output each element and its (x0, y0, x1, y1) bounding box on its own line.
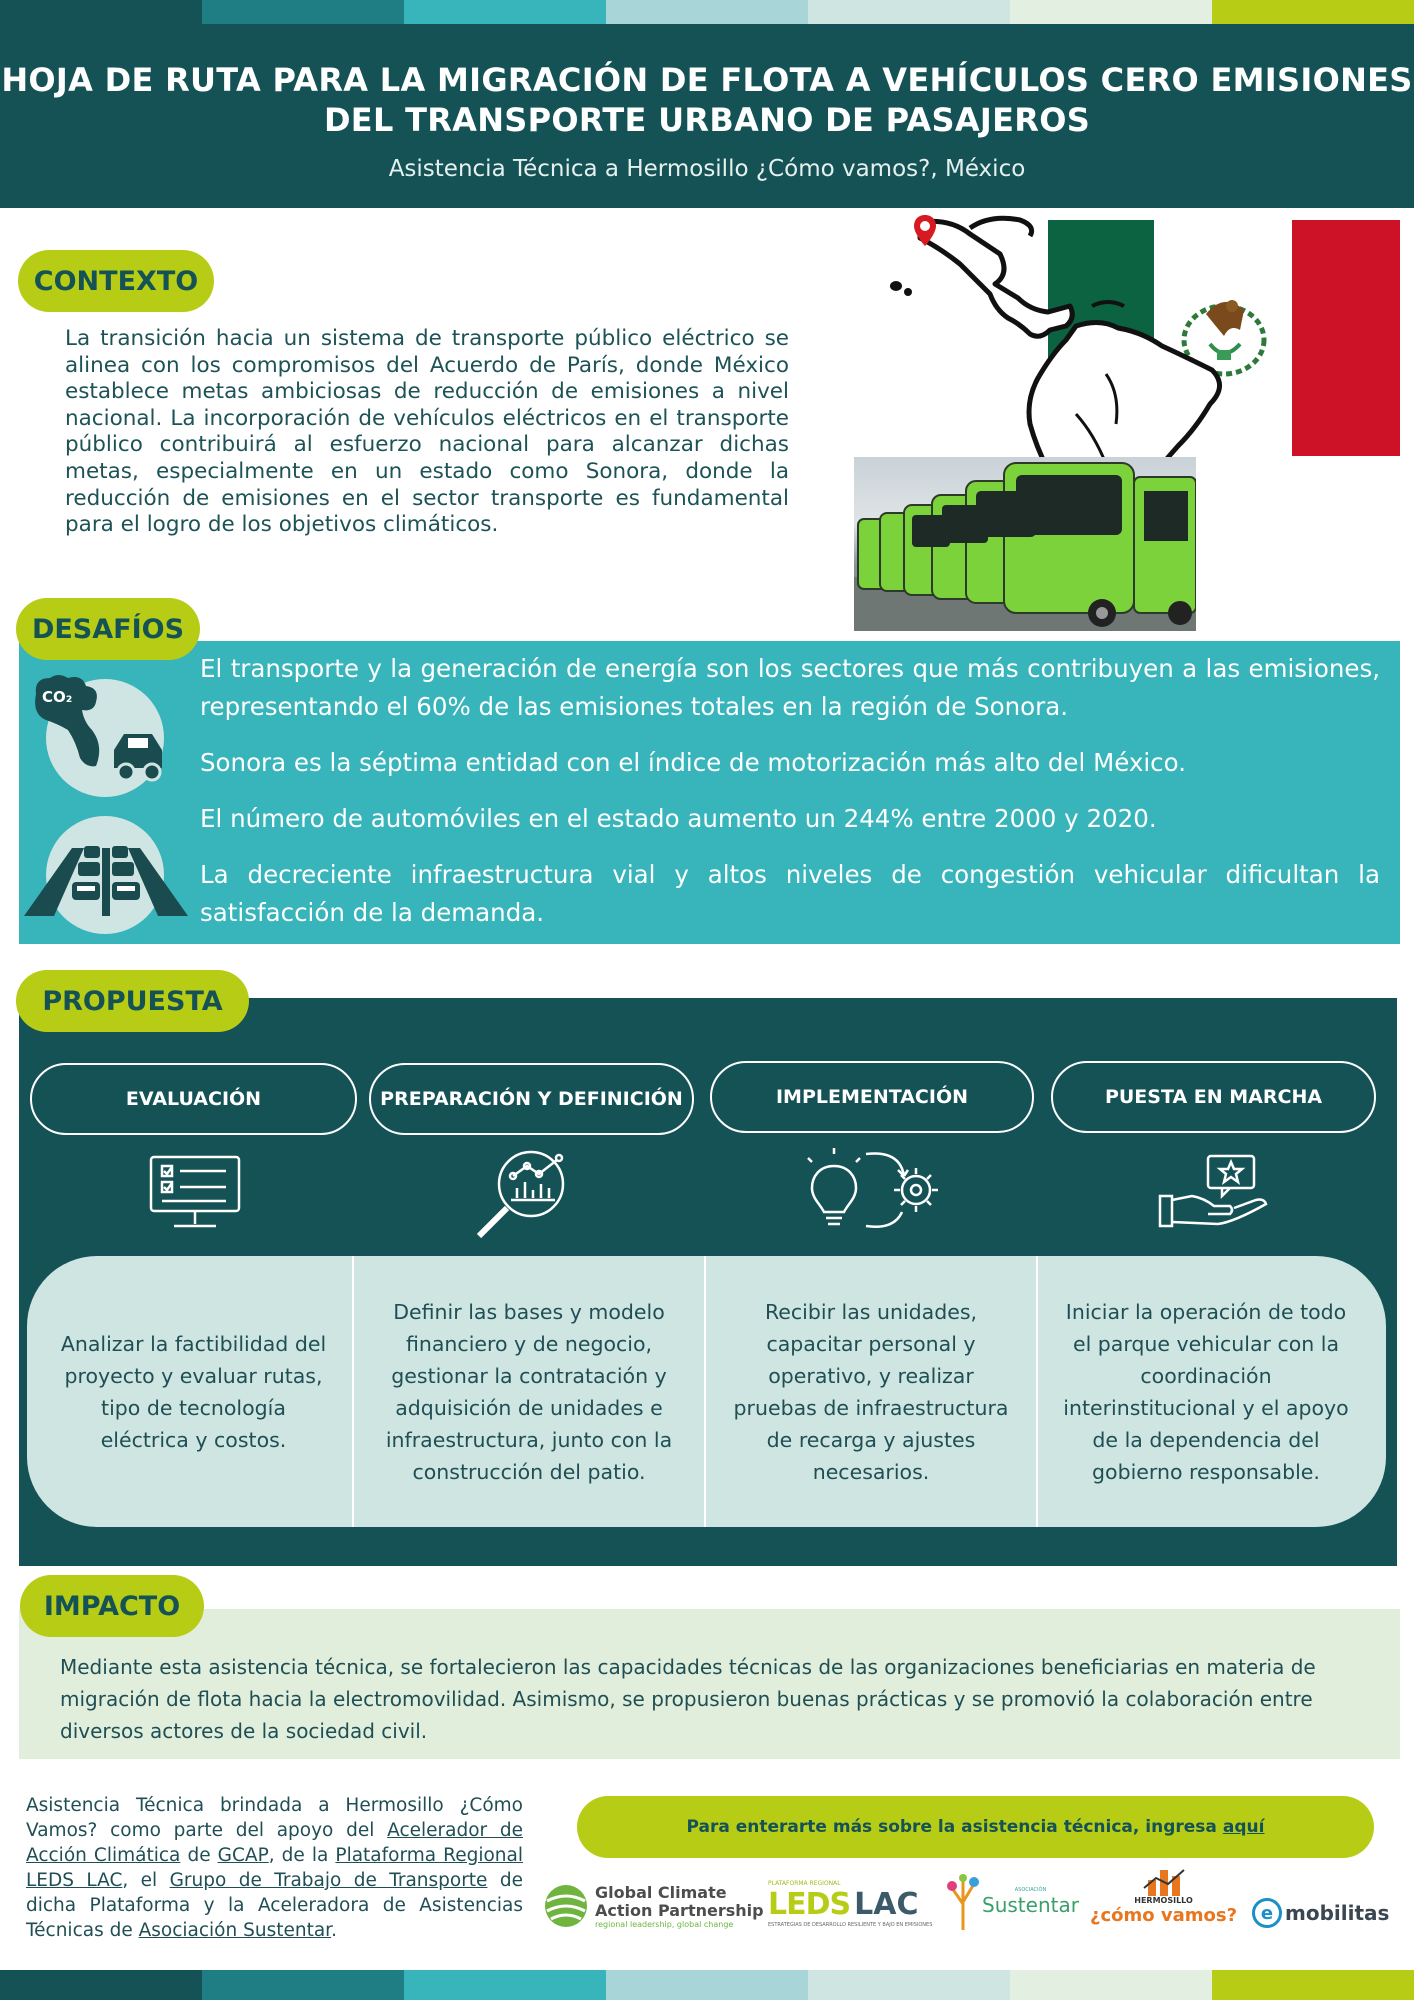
electric-bus-fleet-illustration (854, 457, 1196, 631)
hermosillo-como-vamos-logo (1090, 1866, 1237, 1926)
bottom-color-stripe (0, 1970, 1414, 2000)
lac-wordmark: LAC (854, 1887, 919, 1922)
stripe-segment (1010, 1970, 1212, 2000)
desafios-heading: DESAFÍOS (16, 598, 200, 660)
gcap-name-line1: Global Climate (595, 1882, 727, 1902)
desafio-item: Sonora es la séptima entidad con el índice de motorización más alto del México. (200, 748, 1186, 777)
link-asociacion-sustentar[interactable]: Asociación Sustentar (138, 1920, 332, 1941)
gcap-logo (543, 1883, 764, 1929)
hermosillo-label: HERMOSILLO (1134, 1896, 1193, 1905)
cta-text: Para enterarte más sobre la asistencia técnica, ingresa (686, 1817, 1217, 1837)
co2-label: CO₂ (42, 688, 73, 706)
stripe-segment (0, 1970, 202, 2000)
propuesta-heading: PROPUESTA (16, 970, 249, 1032)
propuesta-steps-band (27, 1256, 1386, 1527)
emobilitas-wordmark: mobilitas (1285, 1901, 1390, 1925)
co2-emissions-icon (28, 672, 168, 790)
footer-text-part: de dicha Plataforma y la Aceleradora de Asistencias Técnicas de (26, 1870, 523, 1941)
traffic-congestion-icon (22, 822, 190, 932)
phase-implementacion: IMPLEMENTACIÓN (710, 1061, 1034, 1133)
gcap-name-line2: Action Partnership (595, 1900, 764, 1920)
sustentar-tree-icon (946, 1874, 980, 1930)
step-description: Iniciar la operación de todo el parque vehicular con la coordinación interinstitucional y el apoyo de la dependencia del gobierno responsable. (1036, 1256, 1386, 1527)
leds-small-label: PLATAFORMA REGIONAL (768, 1880, 841, 1887)
como-vamos-wordmark: ¿cómo vamos? (1090, 1905, 1238, 1926)
stripe-segment (808, 0, 1010, 24)
stripe-segment (404, 1970, 606, 2000)
stripe-segment (1010, 0, 1212, 24)
hand-star-icon (1158, 1152, 1270, 1232)
desafio-item: El transporte y la generación de energía son los sectores que más contribuyen a las emisiones, representando el 60% de las emisiones totales en la región de Sonora. (200, 654, 1380, 721)
footer-credits (26, 1793, 523, 1943)
stripe-segment (1212, 1970, 1414, 2000)
impacto-text: Mediante esta asistencia técnica, se fortalecieron las capacidades técnicas de las organizaciones beneficiarias en materia de migración de flota hacia la electromovilidad. Asimismo, se propusieron buenas prácticas y se promovió la colaboración entre diversos actores de la sociedad civil. (60, 1655, 1316, 1743)
impacto-heading: IMPACTO (20, 1575, 204, 1637)
location-pin-icon (912, 214, 938, 248)
electric-bus-fleet-photo (854, 457, 1196, 631)
magnifier-chart-icon (473, 1146, 577, 1242)
checklist-monitor-icon (148, 1154, 242, 1230)
title-line-1: HOJA DE RUTA PARA LA MIGRACIÓN DE FLOTA A VEHÍCULOS CERO EMISIONES (1, 61, 1413, 99)
gcap-tagline: regional leadership, global change (595, 1919, 734, 1929)
emobilitas-logo (1252, 1898, 1389, 1928)
phase-preparacion: PREPARACIÓN Y DEFINICIÓN (369, 1063, 694, 1135)
stripe-segment (202, 0, 404, 24)
page-subtitle: Asistencia Técnica a Hermosillo ¿Cómo vamos?, México (388, 156, 1026, 182)
stripe-segment (404, 0, 606, 24)
sustentar-wordmark: Sustentar (982, 1893, 1079, 1917)
contexto-heading: CONTEXTO (18, 250, 214, 312)
step-description: Analizar la factibilidad del proyecto y evaluar rutas, tipo de tecnología eléctrica y costos. (60, 1331, 327, 1452)
stripe-segment (606, 0, 808, 24)
como-vamos-bars-icon (1142, 1866, 1186, 1896)
footer-text-part: , el (122, 1870, 170, 1891)
title-line-2: DEL TRANSPORTE URBANO DE PASAJEROS (323, 101, 1091, 139)
more-info-banner (577, 1796, 1374, 1858)
lightbulb-gear-icon (804, 1146, 944, 1236)
step-description: Recibir las unidades, capacitar personal y operativo, y realizar pruebas de infraestructura de recarga y ajustes necesarios. (704, 1256, 1036, 1527)
top-color-stripe (0, 0, 1414, 24)
stripe-segment (0, 0, 202, 24)
footer-text-part: . (331, 1920, 337, 1941)
gcap-globe-icon (543, 1883, 589, 1929)
contexto-text: La transición hacia un sistema de transporte público eléctrico se alinea con los compromisos del Acuerdo de París, donde México establece metas ambiciosas de reducción de emisiones a nivel nacional. La incorporación de vehículos eléctricos en el transporte público contribuirá al esfuerzo nacional para alcanzar dichas metas, especialmente en un estado como Sonora, donde la reducción de emisiones en el sector transporte es fundamental para el logro de los objetivos climáticos. (65, 326, 789, 538)
stripe-segment (808, 1970, 1010, 2000)
stripe-segment (1212, 0, 1414, 24)
sustentar-small-label: ASOCIACIÓN (1014, 1887, 1047, 1893)
step-description: Definir las bases y modelo financiero y de negocio, gestionar la contratación y adquisición de unidades e infraestructura, junto con la construcción del patio. (352, 1256, 704, 1527)
page-header (0, 24, 1414, 208)
link-plataforma-leds-lac[interactable]: Plataforma Regional LEDS LAC (26, 1845, 523, 1891)
footer-text-part: de (180, 1845, 218, 1866)
leds-lac-logo (768, 1880, 936, 1928)
sustentar-logo (946, 1874, 1079, 1930)
desafios-list (200, 650, 1380, 950)
phase-evaluacion: EVALUACIÓN (30, 1063, 357, 1135)
link-gcap[interactable]: GCAP (217, 1845, 269, 1866)
stripe-segment (202, 1970, 404, 2000)
stripe-segment (606, 1970, 808, 2000)
footer-text-part: Asistencia Técnica brindada a Hermosillo ¿Cómo Vamos? como parte del apoyo del (26, 1795, 523, 1841)
leds-tagline: ESTRATEGIAS DE DESARROLLO RESILIENTE Y BAJO EN EMISIONES (768, 1922, 933, 1928)
cta-link[interactable]: aquí (1222, 1817, 1265, 1837)
leds-wordmark: LEDS (768, 1887, 851, 1922)
desafio-item: El número de automóviles en el estado aumento un 244% entre 2000 y 2020. (200, 804, 1157, 833)
phase-puesta-en-marcha: PUESTA EN MARCHA (1051, 1061, 1376, 1133)
link-grupo-transporte[interactable]: Grupo de Trabajo de Transporte (169, 1870, 488, 1891)
page-title (0, 24, 1414, 140)
desafio-item: La decreciente infraestructura vial y altos niveles de congestión vehicular dificultan la satisfacción de la demanda. (200, 860, 1380, 927)
link-acelerador-accion-climatica[interactable]: Acelerador de Acción Climática (26, 1820, 524, 1866)
emobilitas-e-mark: e (1252, 1898, 1282, 1928)
footer-text-part: , de la (268, 1845, 336, 1866)
mexico-flag-red-stripe (1292, 220, 1400, 456)
